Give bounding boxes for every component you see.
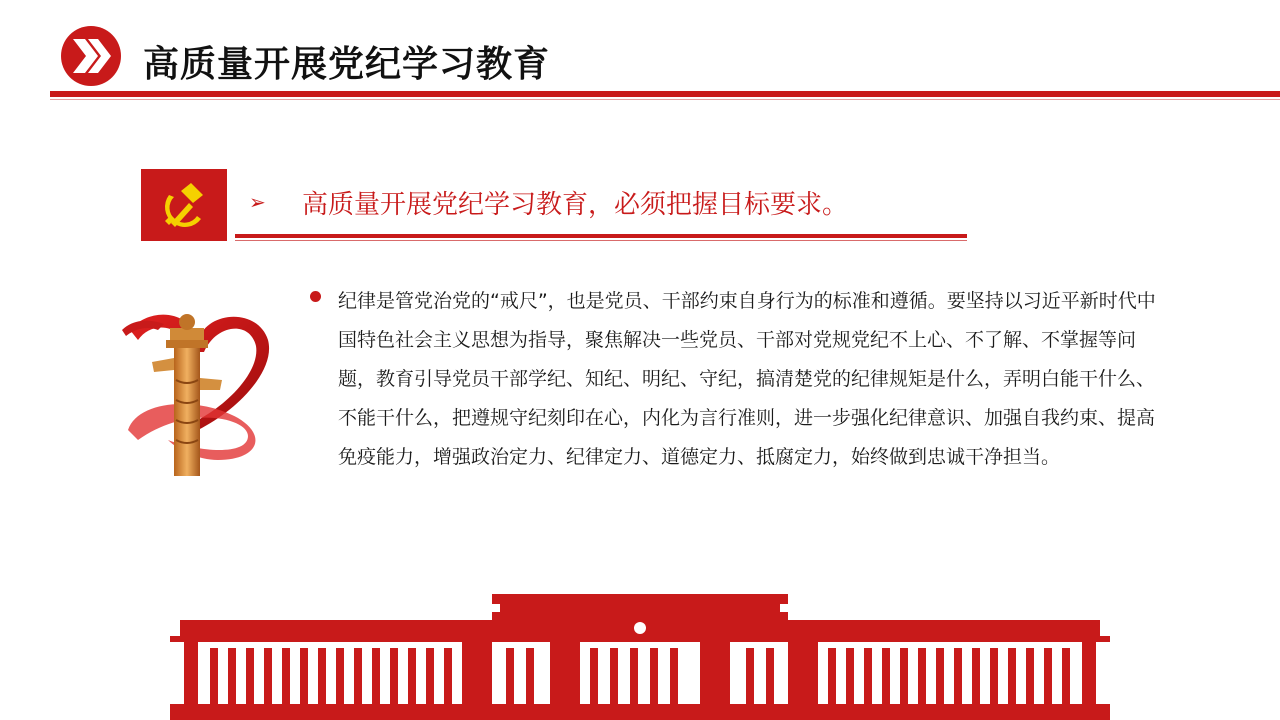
body-paragraph: 纪律是管党治党的“戒尺”，也是党员、干部约束自身行为的标准和遵循。要坚持以习近平新时代中国特色社会主义思想为指导，聚焦解决一些党员、干部对党规党纪不上心、不了解、不掌握等问题，教育引导党员干部学纪、知纪、明纪、守纪，搞清楚党的纪律规矩是什么，弄明白能干什么、不能干什么，把遵规守纪刻印在心，内化为言行准则，进一步强化纪律意识、加强自我约束、提高免疫能力，增强政治定力、纪律定力、道德定力、抵腐定力，始终做到忠诚干净担当。 bbox=[338, 290, 1156, 468]
double-chevron-right-icon bbox=[60, 25, 122, 87]
great-hall-building-icon bbox=[170, 592, 1110, 720]
title-underline bbox=[50, 91, 1280, 97]
subtitle-underline-thin bbox=[235, 240, 967, 241]
bullet-dot-icon bbox=[310, 291, 321, 302]
arrow-bullet-icon: ➢ bbox=[249, 190, 266, 214]
subtitle-underline bbox=[235, 234, 967, 238]
page-title: 高质量开展党纪学习教育 bbox=[143, 44, 551, 85]
section-subtitle: 高质量开展党纪学习教育，必须把握目标要求。 bbox=[302, 190, 849, 220]
hammer-sickle-icon bbox=[141, 169, 227, 241]
title-underline-thin bbox=[50, 99, 1280, 100]
huabiao-pillar-ribbon-icon bbox=[118, 300, 278, 480]
